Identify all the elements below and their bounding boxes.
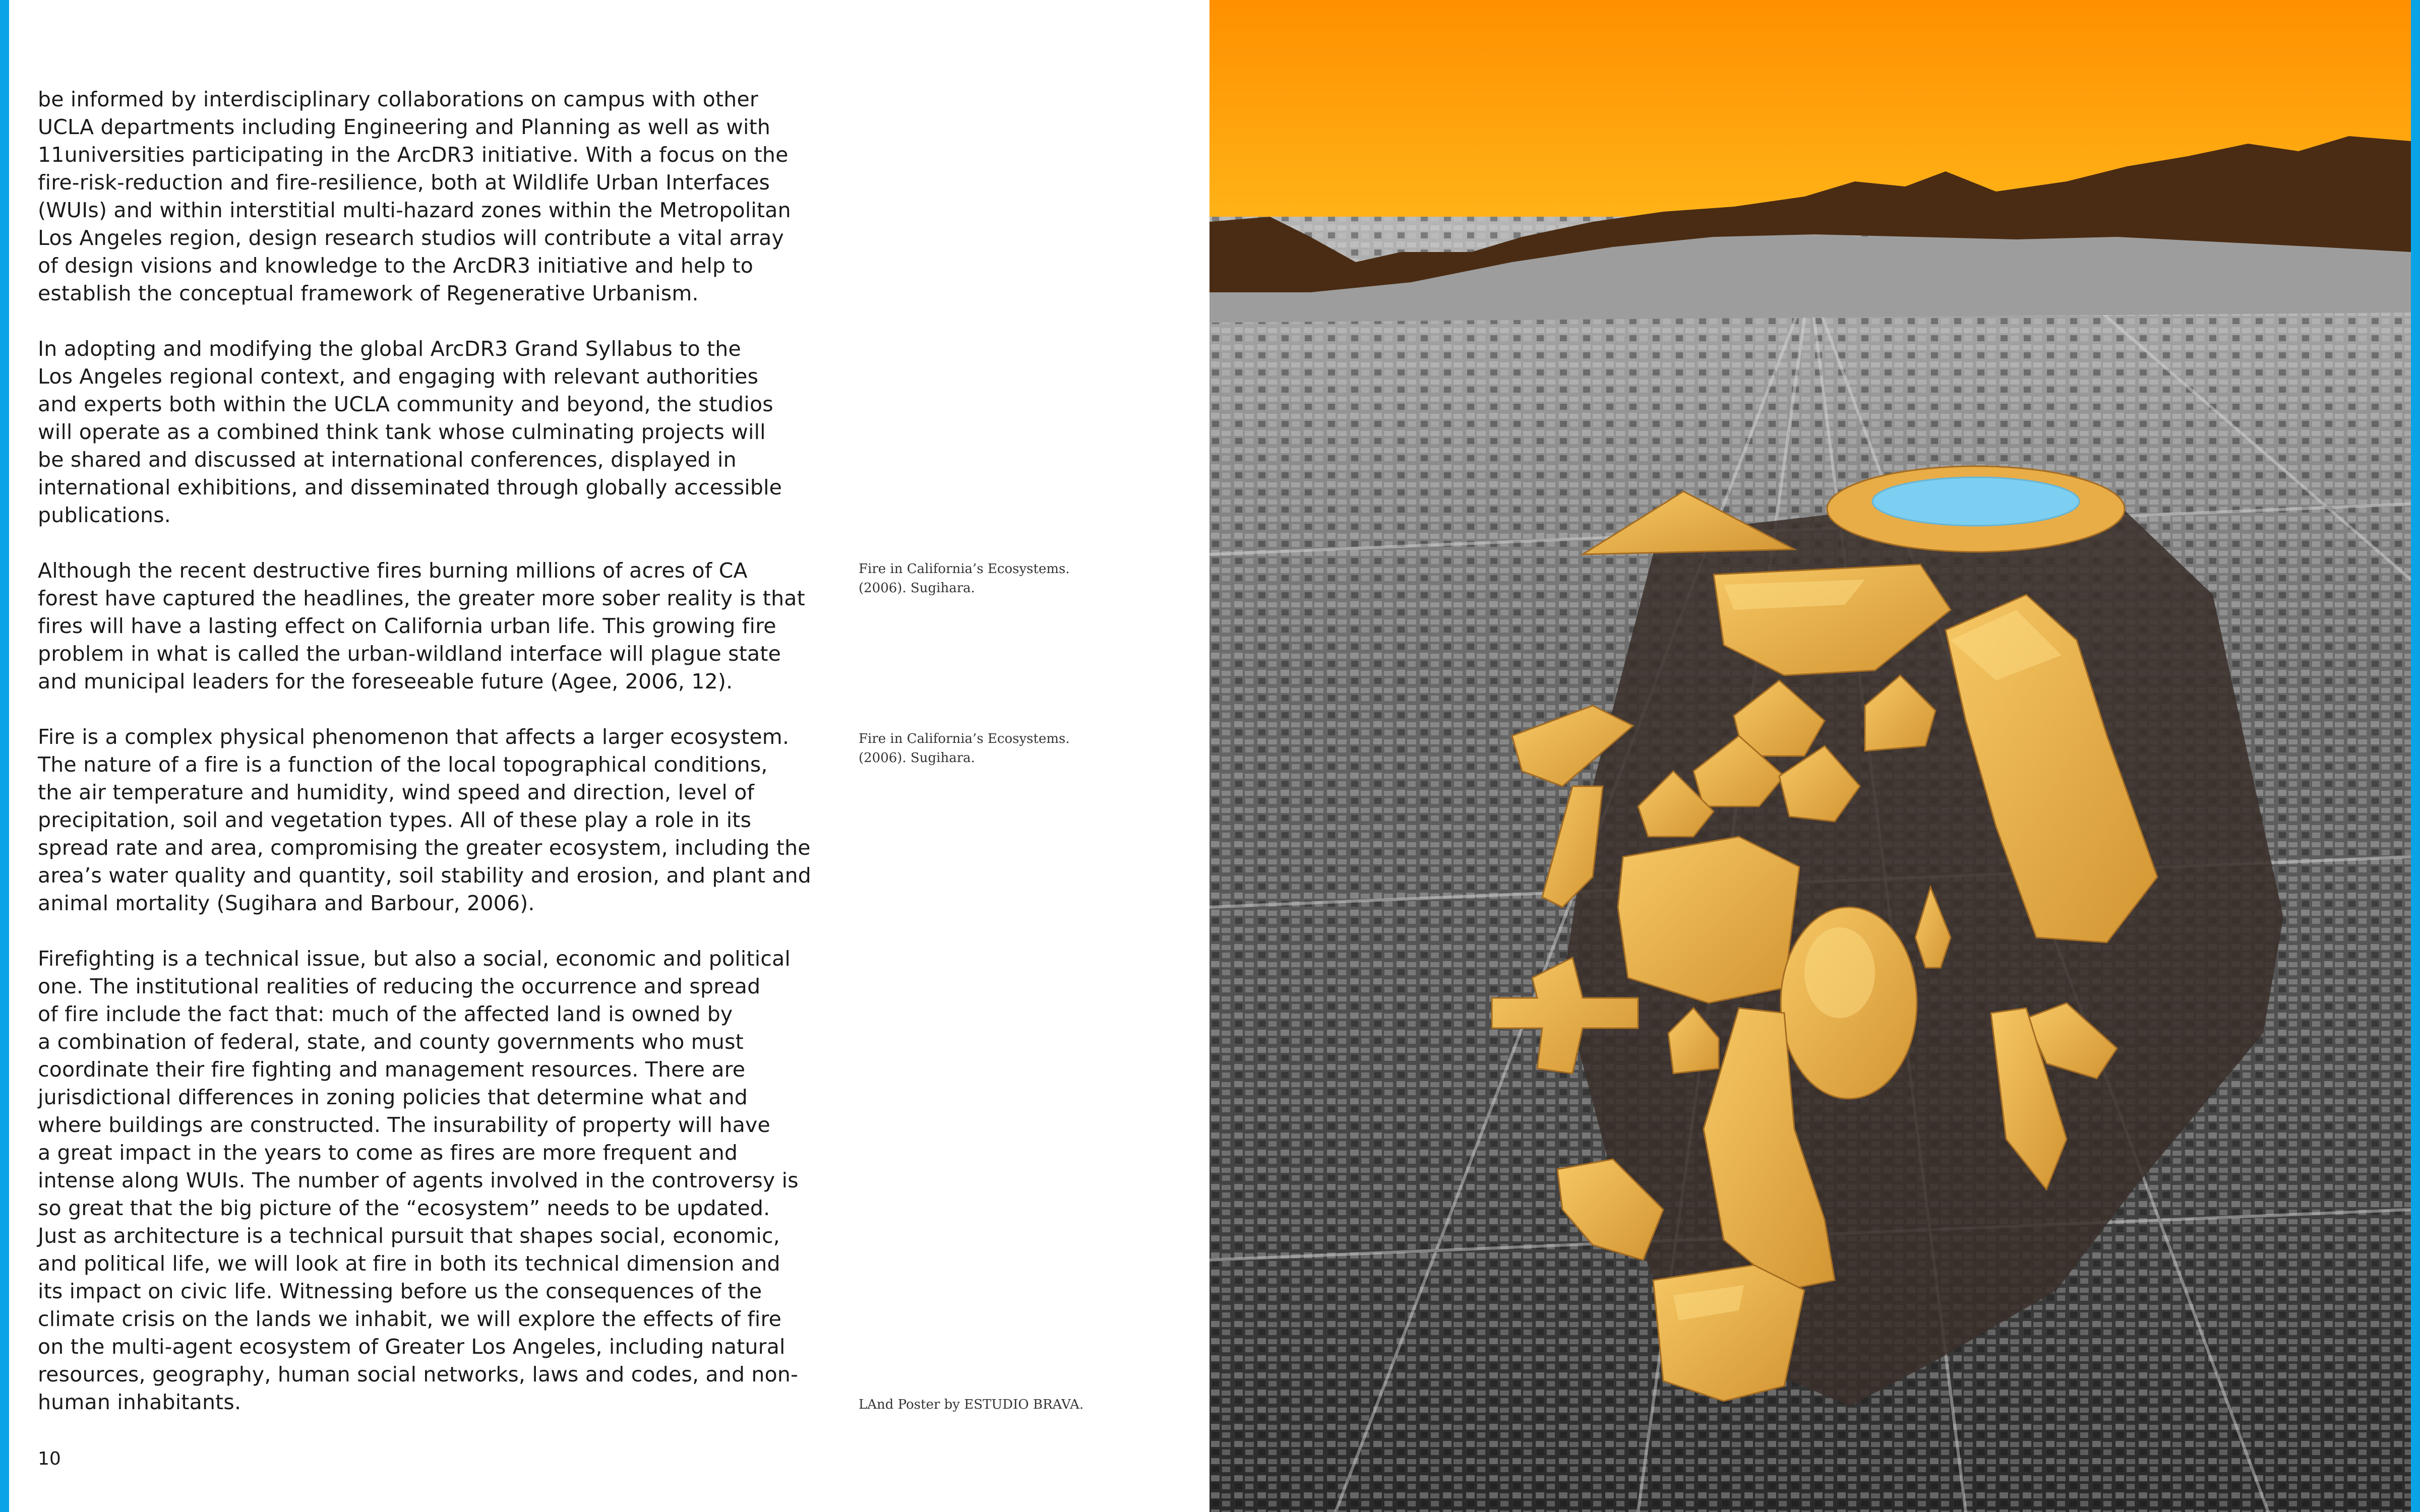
- mid-plateau: [1618, 837, 1799, 1003]
- right-edge-bar: [2411, 0, 2420, 1512]
- page-number: 10: [38, 1448, 61, 1469]
- bottom-amphitheater: [1653, 1265, 1804, 1401]
- caption-fire-ecosystems-2: Fire in California’s Ecosystems. (2006). Sugihara.: [859, 731, 1070, 766]
- paragraph-5: Firefighting is a technical issue, but also a social, economic and political one. The institutional realities of reducing the occurrence and spread of fire include the fact that: much of the affected land is owned by a combination of federal, state, and county governments who must coordinate their fire fighting and management resources. There are jurisdictional differences in zoning policies that determine what and where buildings are constructed. The insurability of property will have a great impact in the years to come as fires are more frequent and intense along WUIs. The number of agents involved in the controversy is so great that the big picture of the “ecosystem” needs to be updated. Just as architecture is a technical pursuit that shapes social, economic, and political life, we will look at fire in both its technical dimension and its impact on civic life. Witnessing before us the consequences of the climate crisis on the lands we inhabit, we will explore the effects of fire on the multi-agent ecosystem of Greater Los Angeles, including natural resources, geography, human social networks, laws and codes, and non- human inhabitants.: [38, 947, 799, 1414]
- land-poster-illustration: [1209, 0, 2411, 1512]
- paragraph-3: Although the recent destructive fires burning millions of acres of CA forest have captured the headlines, the greater more sober reality is that fires will have a lasting effect on California urban life. This growing fire problem in what is called the urban-wildland interface will plague state and municipal leaders for the foreseeable future (Agee, 2006, 12).: [38, 558, 805, 694]
- land-poster-image: [1209, 0, 2411, 1512]
- paragraph-4: Fire is a complex physical phenomenon that affects a larger ecosystem. The nature of a fire is a function of the local topographical conditions, the air temperature and humidity, wind speed and direction, level of precipitation, soil and vegetation types. All of these play a role in its spread rate and area, compromising the greater ecosystem, including the area’s water quality and quantity, soil stability and erosion, and plant and animal mortality (Sugihara and Barbour, 2006).: [38, 725, 812, 915]
- left-edge-bar: [0, 0, 9, 1512]
- lake-water: [1872, 477, 2079, 526]
- paragraph-1: be informed by interdisciplinary collaborations on campus with other UCLA departments including Engineering and Planning as well as with 11universities participating in the ArcDR3 initiative. With a focus on the fire-risk-reduction and fire-resilience, both at Wildlife Urban Interfaces (WUIs) and within interstitial multi-hazard zones within the Metropolitan Los Angeles region, design research studios will contribute a vital array of design visions and knowledge to the ArcDR3 initiative and help to establish the conceptual framework of Regenerative Urbanism.: [38, 87, 791, 305]
- body-text: [38, 86, 855, 1444]
- paragraph-2: In adopting and modifying the global ArcDR3 Grand Syllabus to the Los Angeles regional context, and engaging with relevant authorities and experts both within the UCLA community and beyond, the studios will operate as a combined think tank whose culminating projects will be shared and discussed at international conferences, displayed in international exhibitions, and disseminated through globally accessible publications.: [38, 337, 782, 527]
- left-page: [9, 0, 1209, 1512]
- caption-land-poster: LAnd Poster by ESTUDIO BRAVA.: [859, 1397, 1084, 1412]
- caption-fire-ecosystems-1: Fire in California’s Ecosystems. (2006). Sugihara.: [859, 561, 1070, 596]
